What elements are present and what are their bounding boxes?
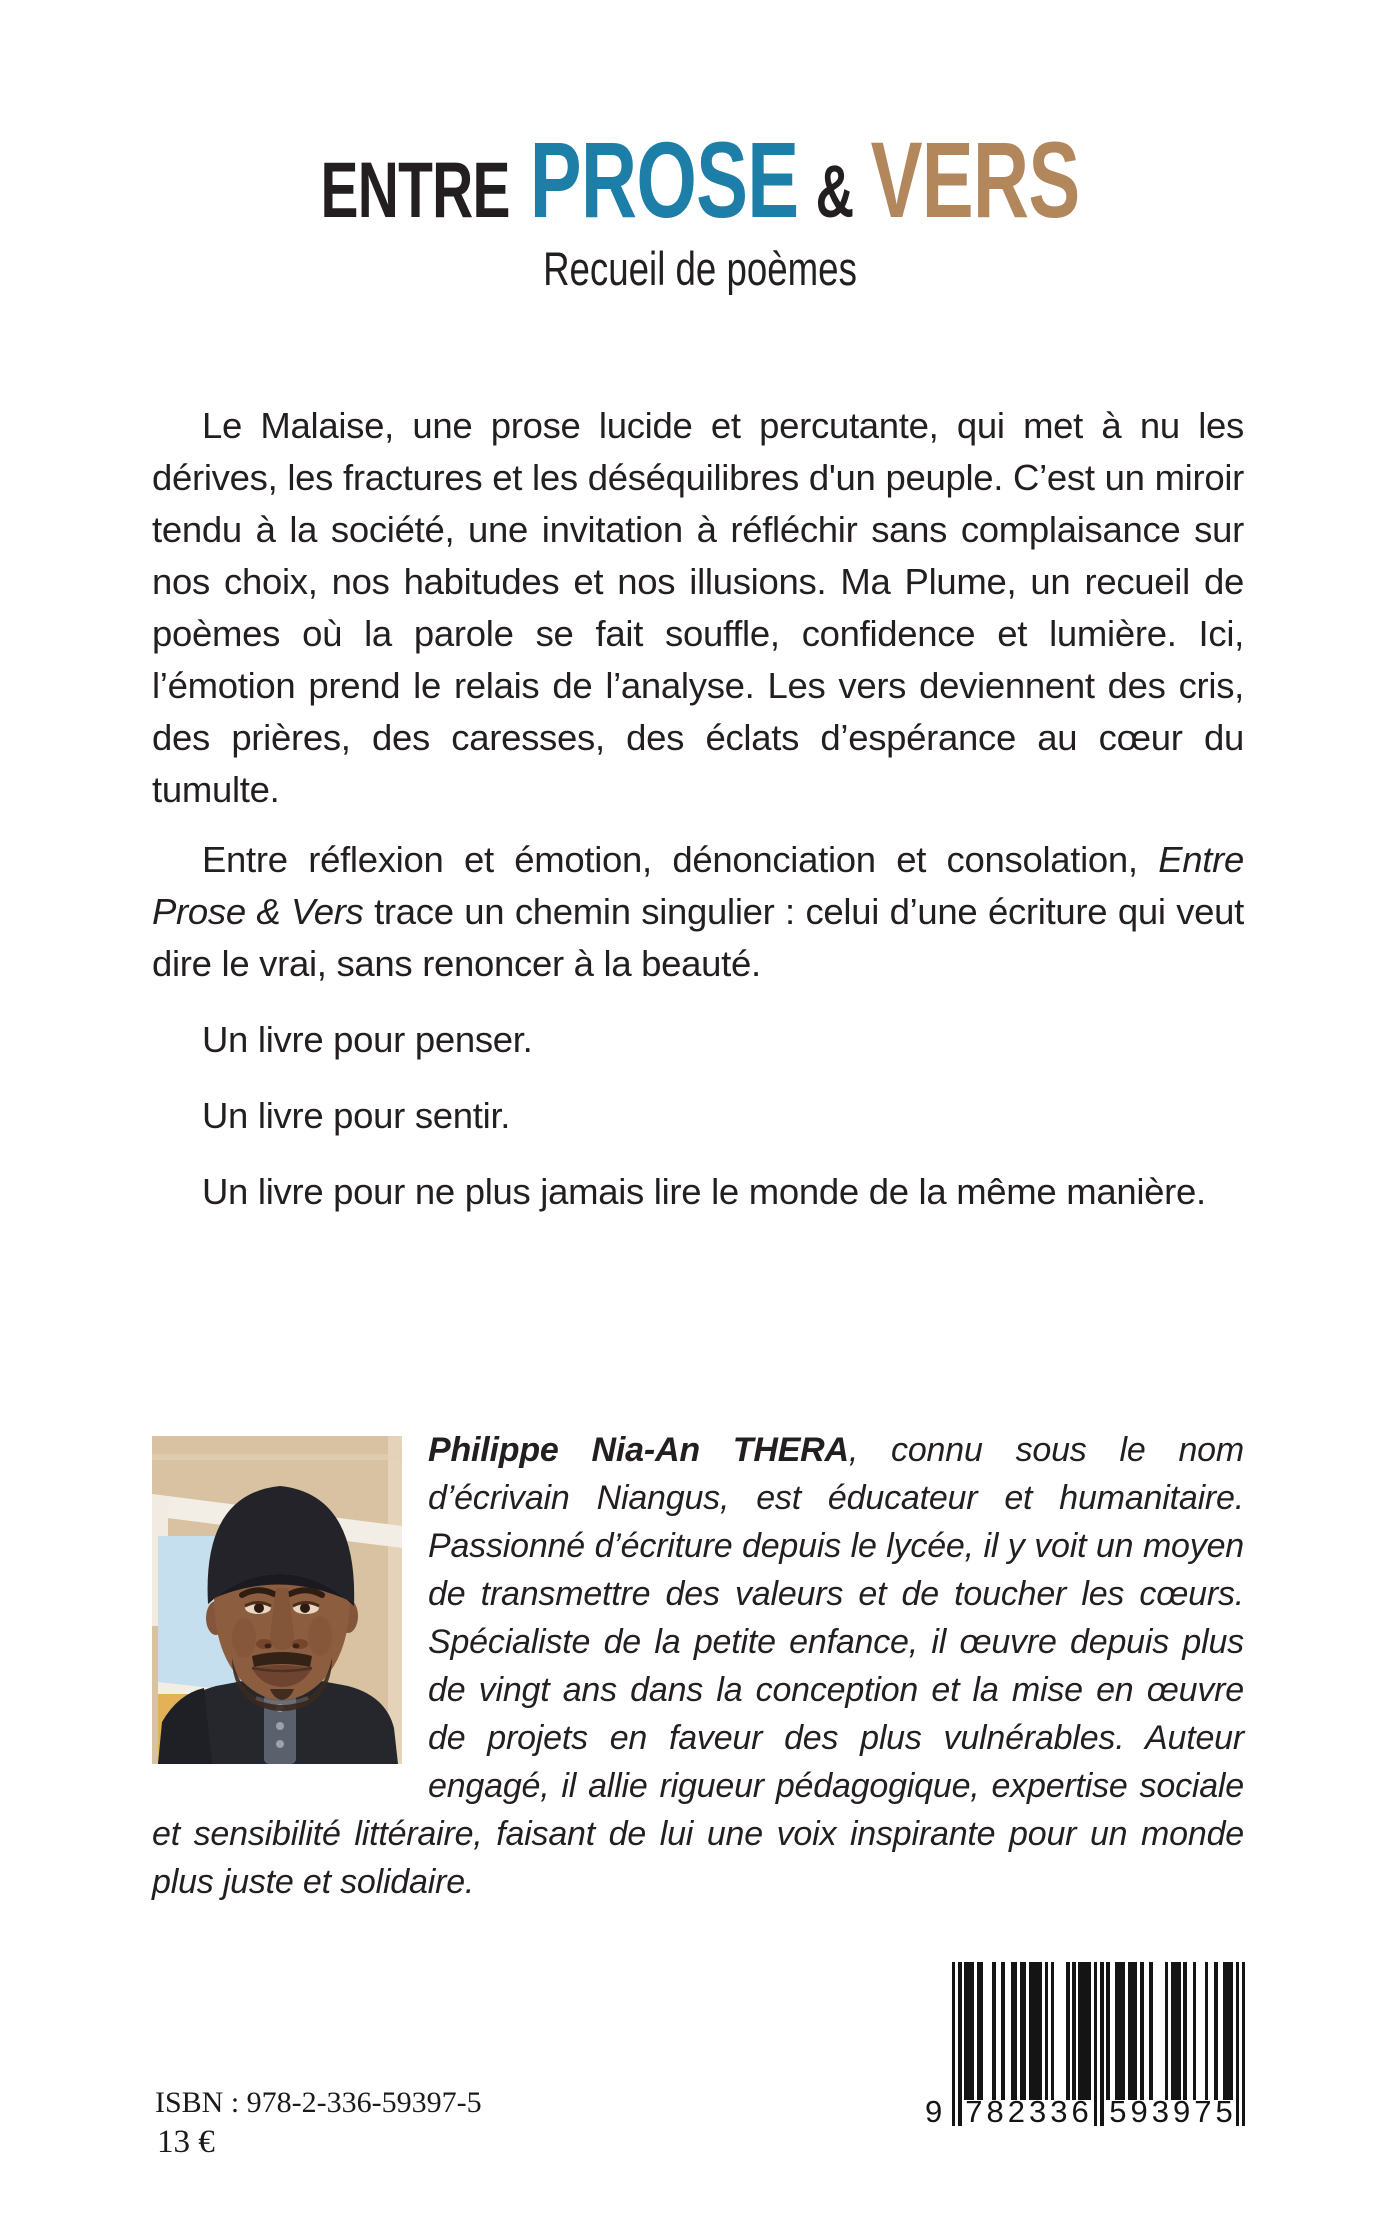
synopsis-paragraph-2-end: trace un chemin singulier : celui d’une écriture qui veut dire le vrai, sans renoncer à la beauté. [152, 891, 1244, 984]
tagline-monde: Un livre pour ne plus jamais lire le monde de la même manière. [202, 1171, 1206, 1212]
author-photo-illustration [152, 1436, 402, 1764]
isbn-text: ISBN : 978-2-336-59397-5 [155, 2086, 482, 2119]
synopsis-paragraph-2 [152, 834, 1244, 990]
barcode-digit-lead: 9 [925, 2094, 943, 2129]
synopsis-section [152, 400, 1244, 1218]
tagline-sentir: Un livre pour sentir. [202, 1095, 511, 1136]
barcode [925, 1962, 1245, 2142]
synopsis-paragraph-2-start: Entre réflexion et émotion, dénonciation et consolation, [202, 839, 1159, 880]
author-photo [152, 1436, 402, 1764]
book-subtitle: Recueil de poèmes [543, 242, 857, 295]
barcode-digits-left: 782336 [965, 2094, 1093, 2129]
title-word-prose: PROSE [529, 119, 799, 240]
barcode-digits-right: 593975 [1109, 2094, 1237, 2129]
synopsis-paragraph-1: Le Malaise, une prose lucide et percutante, qui met à nu les dérives, les fractures et les déséquilibres d'un peuple. C’est un miroir tendu à la société, une invitation à réfléchir sans complaisance sur nos choix, nos habitudes et nos illusions. Ma Plume, un recueil de poèmes où la parole se fait souffle, confidence et lumière. Ici, l’émotion prend le relais de l’analyse. Les vers deviennent des cris, des prières, des caresses, des éclats d’espérance au cœur du tumulte. [152, 405, 1244, 810]
title-word-entre: ENTRE [320, 145, 510, 234]
title-word-vers: VERS [870, 119, 1080, 240]
tagline-penser: Un livre pour penser. [202, 1019, 533, 1060]
author-section [152, 1426, 1244, 1906]
title-ampersand: & [815, 150, 854, 233]
author-name: Philippe Nia-An THERA [428, 1431, 849, 1469]
book-title-reference: Entre Prose & Vers [152, 839, 1244, 932]
price-text: 13 € [157, 2124, 215, 2160]
author-bio-text: , connu sous le nom d’écrivain Niangus, est éducateur et humanitaire. Passionné d’écriture depuis le lycée, il y voit un moyen de transmettre des valeurs et de toucher les cœurs. Spécialiste de la petite enfance, il œuvre depuis plus de vingt ans dans la conception et la mise en œuvre de projets en faveur des plus vulnérables. Auteur engagé, il allie rigueur pédagogique, expertise sociale et sensibilité littéraire, faisant de lui une voix inspirante pour un monde plus juste et solidaire. [152, 1431, 1244, 1901]
